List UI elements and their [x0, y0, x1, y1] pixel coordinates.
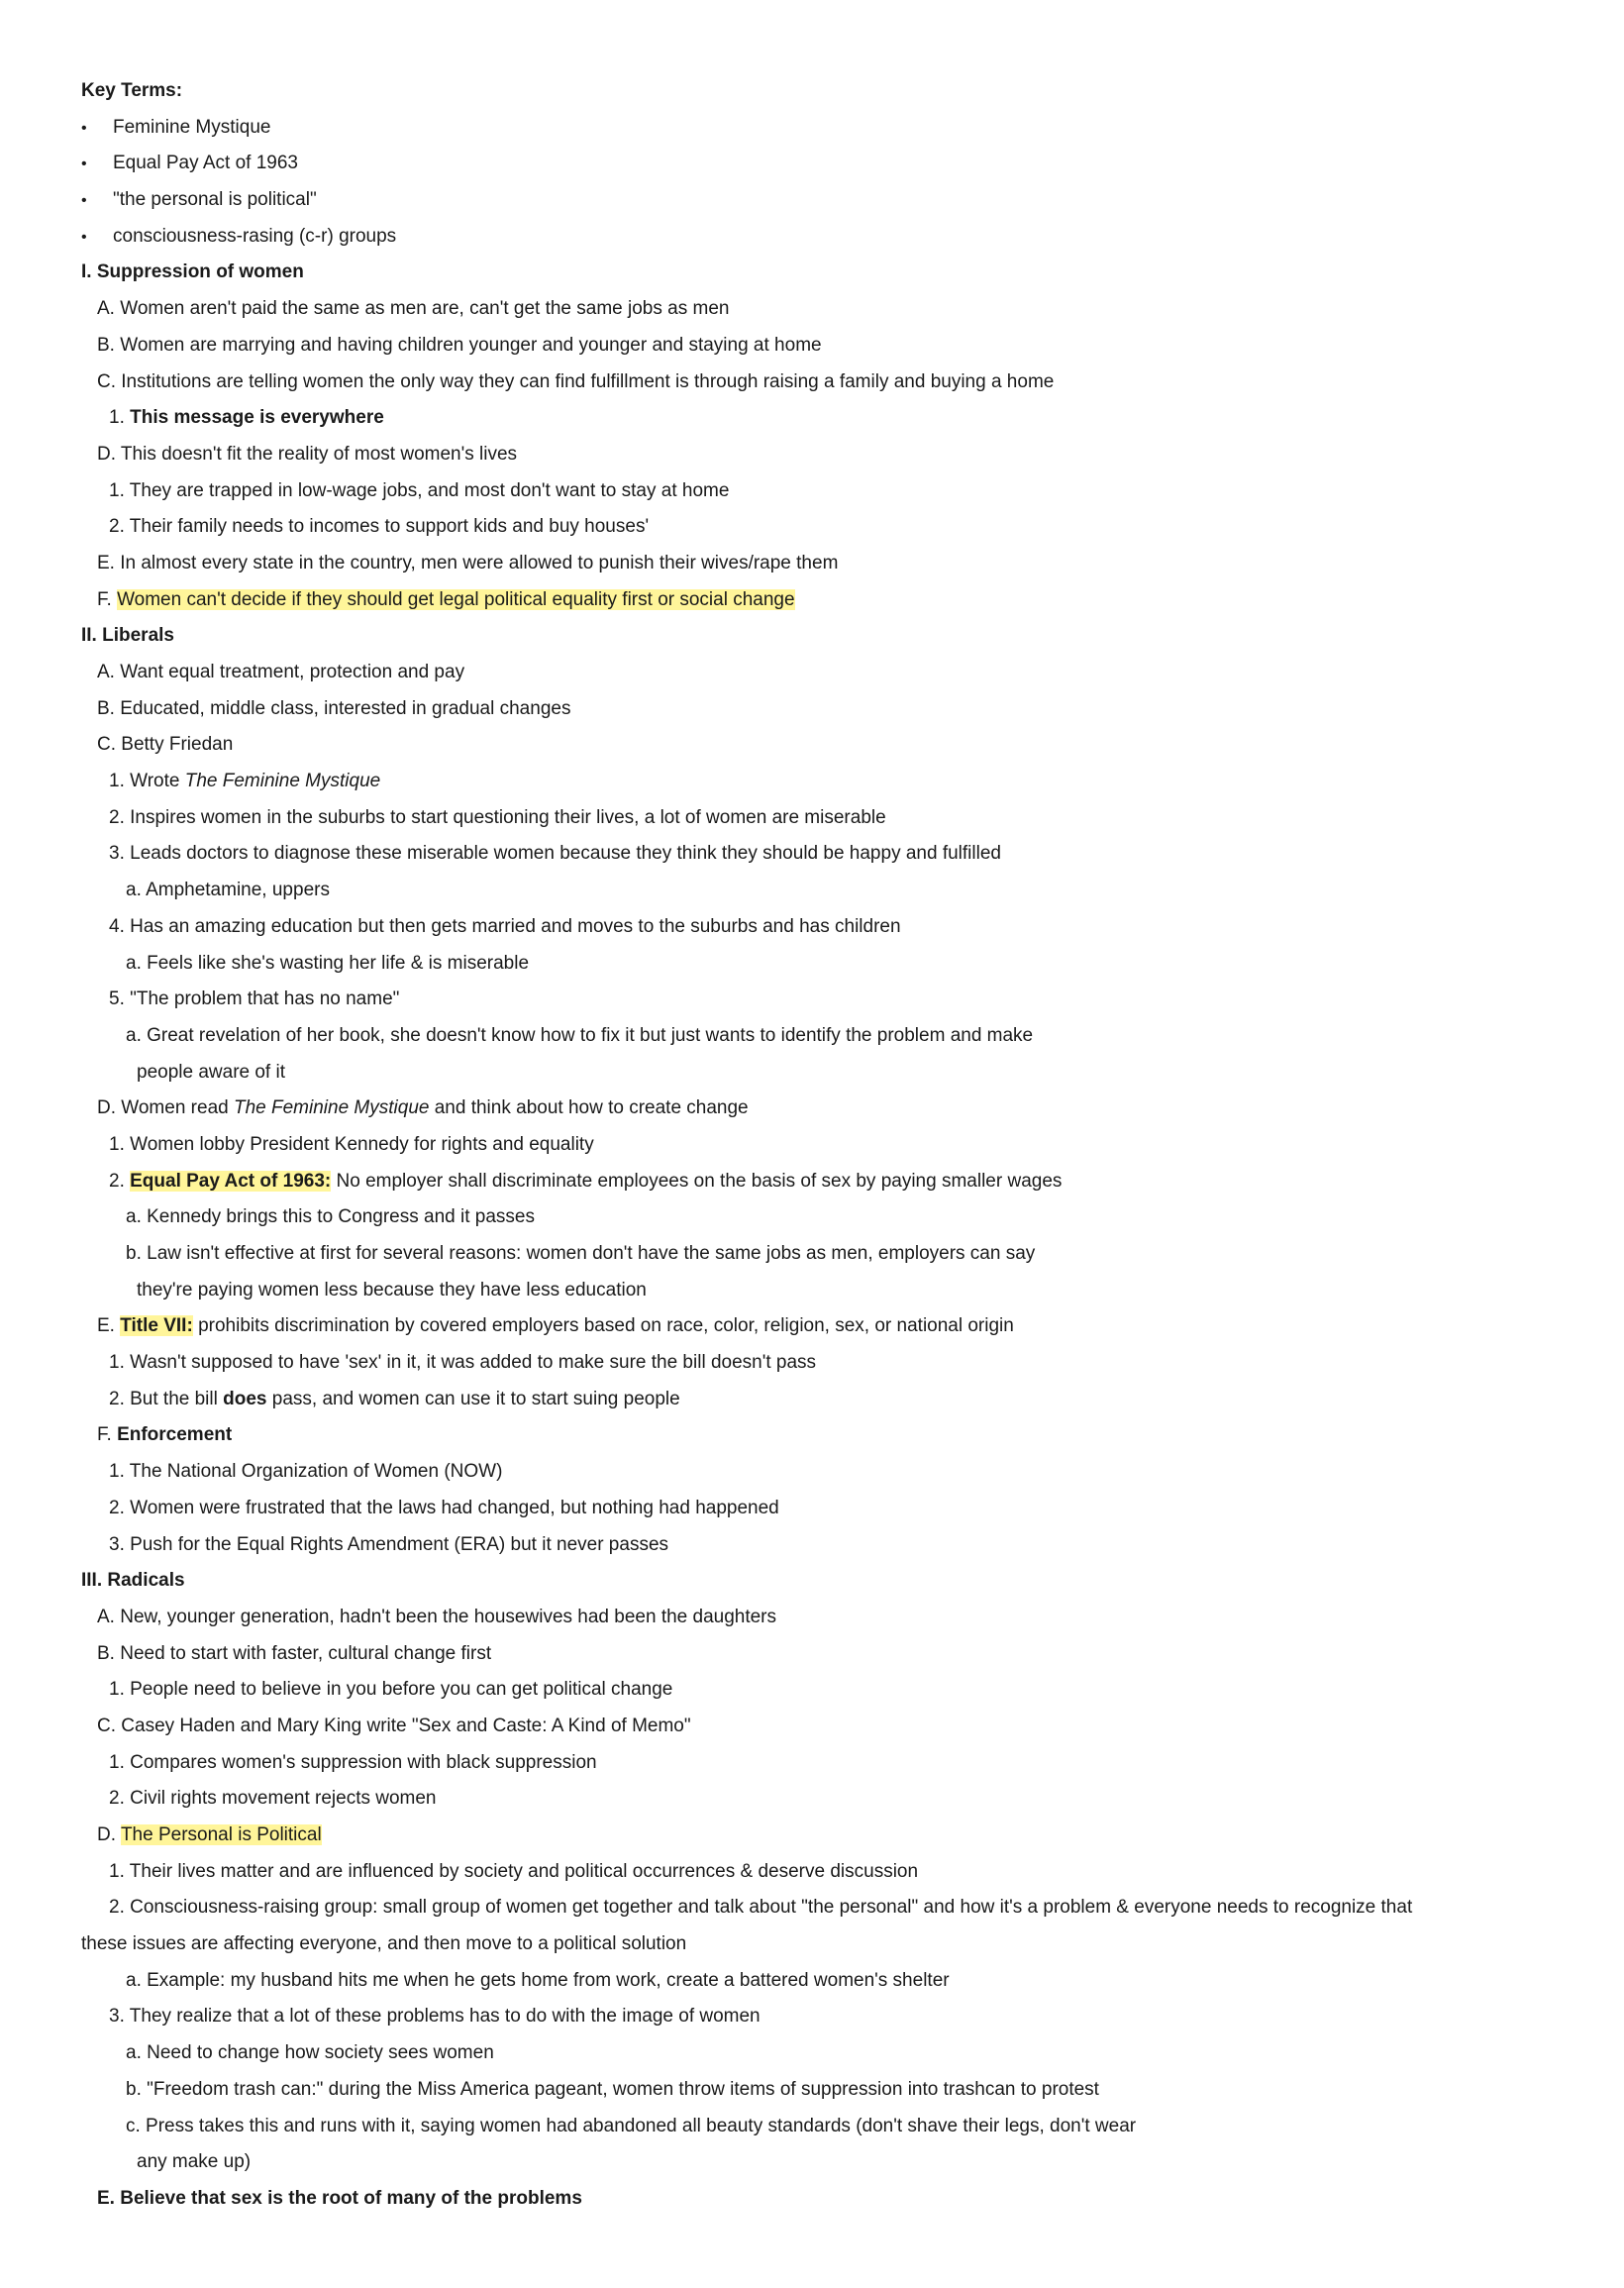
outline-item: c. Press takes this and runs with it, saying women had abandoned all beauty standards (don't shave their legs, don't wear [126, 2115, 1137, 2136]
outline-item: 2. Civil rights movement rejects women [109, 1788, 437, 1810]
highlighted-text: Equal Pay Act of 1963: [130, 1170, 332, 1192]
outline-item-continued: any make up) [137, 2151, 252, 2173]
outline-item: 2. Women were frustrated that the laws had changed, but nothing had happened [109, 1497, 779, 1518]
outline-item: a. Great revelation of her book, she doesn't know how to fix it but just wants to identify the problem and make [126, 1024, 1034, 1046]
outline-item: A. New, younger generation, hadn't been the housewives had been the daughters [97, 1606, 777, 1627]
outline-item: A. Want equal treatment, protection and pay [97, 662, 465, 682]
outline-item: 1. People need to believe in you before you can get political change [109, 1679, 673, 1701]
outline-item: 5. "The problem that has no name" [109, 988, 400, 1010]
highlighted-text: Title VII: [120, 1315, 193, 1337]
outline-item: 1. The National Organization of Women (NOW) [109, 1461, 503, 1483]
section-heading: I. Suppression of women [81, 261, 304, 283]
outline-item: 1. Compares women's suppression with black suppression [109, 1751, 597, 1773]
outline-item: B. Women are marrying and having children younger and younger and staying at home [97, 334, 822, 356]
outline-item: a. Feels like she's wasting her life & is miserable [126, 952, 530, 974]
key-term-item: • Equal Pay Act of 1963 [0, 146, 1624, 182]
outline-item: D. This doesn't fit the reality of most women's lives [97, 443, 518, 465]
outline-item: F. Women can't decide if they should get legal political equality first or social change [97, 588, 795, 610]
bullet-icon: • [81, 119, 87, 137]
section-heading: II. Liberals [81, 625, 174, 647]
outline-item: F. Enforcement [97, 1424, 233, 1446]
outline-item: B. Need to start with faster, cultural change first [97, 1642, 492, 1664]
outline-item: 2. But the bill does pass, and women can use it to start suing people [109, 1388, 680, 1409]
outline-item: E. Title VII: prohibits discrimination by covered employers based on race, color, religion, sex, or national origin [97, 1315, 1014, 1337]
outline-item: 2. Consciousness-raising group: small group of women get together and talk about "the personal" and how it's a problem & everyone needs to recognize that [109, 1897, 1413, 1919]
outline-item: a. Amphetamine, uppers [126, 880, 330, 901]
bullet-icon: • [81, 192, 87, 210]
outline-item: C. Betty Friedan [97, 734, 234, 756]
outline-item: 2. Their family needs to incomes to support kids and buy houses' [109, 516, 650, 538]
outline-item: b. Law isn't effective at first for several reasons: women don't have the same jobs as men, employers can say [126, 1243, 1036, 1264]
outline-item: C. Institutions are telling women the only way they can find fulfillment is through raising a family and buying a home [97, 370, 1055, 392]
highlighted-text: Women can't decide if they should get legal political equality first or social change [117, 588, 795, 610]
outline-item-continued: people aware of it [137, 1061, 285, 1083]
outline-item: D. The Personal is Political [97, 1824, 322, 1845]
outline-item: 2. Equal Pay Act of 1963: No employer shall discriminate employees on the basis of sex by paying smaller wages [109, 1170, 1063, 1192]
outline-item: E. Believe that sex is the root of many of the problems [97, 2187, 582, 2209]
outline-item: C. Casey Haden and Mary King write "Sex and Caste: A Kind of Memo" [97, 1715, 691, 1736]
outline-item: 1. Wrote The Feminine Mystique [109, 771, 381, 792]
outline-item: 3. They realize that a lot of these problems has to do with the image of women [109, 2006, 761, 2028]
key-term-item: • "the personal is political" [0, 182, 1624, 219]
section-heading: III. Radicals [81, 1570, 185, 1592]
outline-item: b. "Freedom trash can:" during the Miss America pageant, women throw items of suppression into trashcan to protest [126, 2078, 1099, 2100]
outline-item-continued: these issues are affecting everyone, and then move to a political solution [81, 1933, 687, 1955]
outline-item: 1. Wasn't supposed to have 'sex' in it, it was added to make sure the bill doesn't pass [109, 1352, 817, 1374]
outline-item-continued: they're paying women less because they have less education [137, 1279, 647, 1300]
outline-item: 1. They are trapped in low-wage jobs, and most don't want to stay at home [109, 479, 730, 501]
outline-item: 2. Inspires women in the suburbs to start questioning their lives, a lot of women are miserable [109, 806, 886, 828]
highlighted-text: The Personal is Political [120, 1824, 322, 1845]
outline-item: 1. This message is everywhere [109, 407, 384, 429]
outline-item: a. Kennedy brings this to Congress and it passes [126, 1206, 535, 1228]
outline-item: a. Need to change how society sees women [126, 2042, 494, 2064]
outline-item: 1. Their lives matter and are influenced by society and political occurrences & deserve discussion [109, 1860, 919, 1882]
notes-body [0, 73, 1624, 2218]
outline-item: 1. Women lobby President Kennedy for rights and equality [109, 1133, 594, 1155]
outline-item: a. Example: my husband hits me when he gets home from work, create a battered women's shelter [126, 1969, 950, 1991]
key-terms-heading: Key Terms: [81, 80, 183, 101]
outline-item: E. In almost every state in the country, men were allowed to punish their wives/rape them [97, 552, 839, 573]
key-term-item: • consciousness-rasing (c-r) groups [0, 219, 1624, 256]
outline-item: 3. Leads doctors to diagnose these miserable women because they think they should be happy and fulfilled [109, 843, 1001, 865]
key-term-item: • Feminine Mystique [0, 110, 1624, 147]
bullet-icon: • [81, 156, 87, 173]
outline-item: A. Women aren't paid the same as men are, can't get the same jobs as men [97, 298, 730, 320]
outline-item: B. Educated, middle class, interested in gradual changes [97, 697, 571, 719]
outline-item: D. Women read The Feminine Mystique and think about how to create change [97, 1097, 749, 1119]
outline-item: 4. Has an amazing education but then gets married and moves to the suburbs and has children [109, 915, 901, 937]
outline-item: 3. Push for the Equal Rights Amendment (ERA) but it never passes [109, 1533, 669, 1555]
bullet-icon: • [81, 228, 87, 246]
